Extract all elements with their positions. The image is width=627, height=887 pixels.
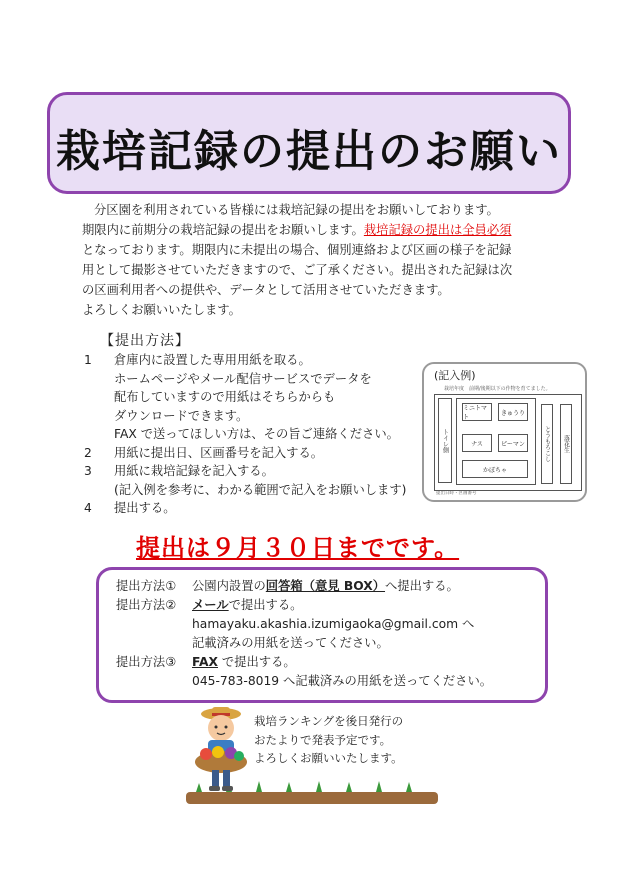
step-item [84,388,424,407]
method-text [192,596,302,615]
method-row [116,653,492,672]
example-cell: ピーマン [498,434,528,452]
submission-methods [116,577,492,691]
intro-line: となっております。期限内に未提出の場合、個別連絡および区画の様子を記録 [82,243,512,257]
deadline-notice: 提出は９月３０日までです。 [136,534,460,562]
method-highlight: FAX [192,655,218,669]
intro-line: の区画利用者への提供や、データとして活用させていただきます。 [82,283,450,297]
ranking-line: 栽培ランキングを後日発行の [254,714,404,728]
step-text: FAX で送ってほしい方は、その旨ご連絡ください。 [114,427,399,441]
intro-line: 分区園を利用されている皆様には栽培記録の提出をお願いしております。 [94,203,499,217]
step-item [84,407,424,426]
method-row [116,577,492,596]
step-item [84,499,424,518]
ranking-line: よろしくお願いいたします。 [254,751,403,765]
step-number: 1 [84,353,92,367]
example-vertical-cell: とうもろこし [541,404,553,484]
intro-line: よろしくお願いいたします。 [82,303,241,317]
step-number [84,425,114,444]
example-toilet-label: トイレ側 [438,398,452,483]
step-text: 配布していますので用紙はそちらからも [114,390,336,404]
method-highlight: 回答箱（意見 BOX） [265,579,386,593]
method-label: 提出方法③ [116,655,177,669]
email-address[interactable]: hamayaku.akashia.izumigaoka@gmail.com へ [192,617,475,631]
intro-line [82,220,542,240]
method-text-part: で提出する。 [228,598,303,612]
example-footer: 提出日時・区画番号 [436,491,477,496]
step-number [84,481,114,500]
intro-paragraph [82,200,542,320]
step-text: 用紙に栽培記録を記入する。 [114,464,274,478]
example-note: 栽培年度 前期/後期以下の作物を育てました。 [444,386,551,392]
page-title: 栽培記録の提出のお願い [56,126,562,177]
step-number: 4 [84,501,92,515]
step-number [84,407,114,426]
method-text-part: へ提出する。 [385,579,459,593]
step-number [84,388,114,407]
method-text-part: 公園内設置の [192,579,266,593]
example-sheet [422,362,587,502]
title-box [47,92,571,194]
example-cell: ミニトマト [462,403,492,421]
method-heading: 【提出方法】 [100,333,190,349]
ranking-notice [254,712,403,768]
method-text [192,653,296,672]
steps-list [84,351,424,518]
method-note: 記載済みの用紙を送ってください。 [192,636,389,650]
method-label: 提出方法① [116,579,177,593]
fax-number: 045-783-8019 へ記載済みの用紙を送ってください。 [192,674,493,688]
example-cell: きゅうり [498,403,528,421]
step-item [84,481,424,500]
step-item [84,351,424,370]
method-row [116,596,492,615]
method-label: 提出方法② [116,598,177,612]
step-item [84,425,424,444]
method-text [192,577,459,596]
method-highlight: メール [192,598,229,612]
step-item [84,444,424,463]
step-text: ダウンロードできます。 [114,408,249,423]
example-cell: ナス [462,434,492,452]
intro-line: 用として撮影させていただきますので、ご了承ください。提出された記録は次 [82,263,513,277]
intro-text: 期限内に前期分の栽培記録の提出をお願いします。 [82,223,364,237]
required-notice: 栽培記録の提出は全員必須 [363,223,512,237]
step-text: 用紙に提出日、区画番号を記入する。 [114,445,324,460]
method-text-part: で提出する。 [218,655,296,669]
step-number: 3 [84,464,92,478]
example-title: (記入例) [434,369,476,382]
ranking-line: おたよりで発表予定です。 [254,732,392,747]
step-text: 提出する。 [114,501,176,515]
step-text: 倉庫内に設置した専用用紙を取る。 [114,353,311,367]
step-item [84,370,424,389]
step-number: 2 [84,445,92,460]
step-text: (記入例を参考に、わかる範囲で記入をお願いします) [114,482,407,497]
step-number [84,370,114,389]
example-vertical-cell: 落花生 [560,404,572,484]
step-item [84,462,424,481]
example-cell: かぼちゃ [462,460,528,478]
step-text: ホームページやメール配信サービスでデータを [114,371,372,386]
